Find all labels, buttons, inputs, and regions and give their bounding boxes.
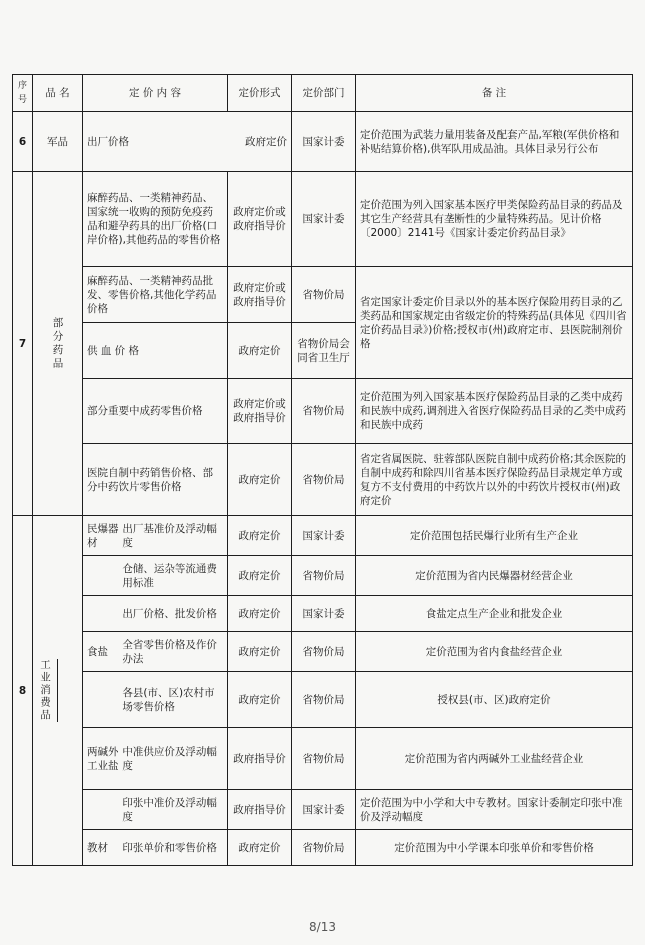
row-dept: 省物价局会同省卫生厅	[292, 323, 356, 379]
table-row	[13, 444, 633, 516]
row-dept: 国家计委	[292, 596, 356, 632]
row-content: 各县(市、区)农村市场零售价格	[83, 672, 228, 728]
row-seq: 7	[13, 172, 33, 516]
row-dept: 省物价局	[292, 728, 356, 790]
row-form: 政府定价	[228, 556, 292, 596]
row-dept: 国家计委	[292, 790, 356, 830]
row-item-name: 部分药品	[33, 172, 83, 516]
table-row	[13, 172, 633, 267]
table-row	[13, 672, 633, 728]
table-row	[13, 379, 633, 444]
row-content: 医院自制中药销售价格、部分中药饮片零售价格	[83, 444, 228, 516]
row-form: 政府定价	[228, 672, 292, 728]
row-seq: 8	[13, 516, 33, 866]
row-remark: 定价范围为列入国家基本医疗保险药品目录的乙类中成药和民族中成药,调剂进入省医疗保险药品目录的乙类中成药和民族中成药	[356, 379, 633, 444]
row-dept: 省物价局	[292, 830, 356, 866]
row-content: 仓储、运杂等流通费用标准	[83, 556, 228, 596]
table-row	[13, 790, 633, 830]
table-row	[13, 596, 633, 632]
row-remark: 定价范围包括民爆行业所有生产企业	[356, 516, 633, 556]
row-content: 出厂价格 政府定价	[83, 112, 292, 172]
row-dept: 国家计委	[292, 172, 356, 267]
row-dept: 省物价局	[292, 379, 356, 444]
row-content: 印张中准价及浮动幅度	[83, 790, 228, 830]
table-row	[13, 112, 633, 172]
row-remark: 定价范围为列入国家基本医疗甲类保险药品目录的药品及其它生产经营具有垄断性的少量特殊药品。见计价格〔2000〕2141号《国家计委定价药品目录》	[356, 172, 633, 267]
row-content: 麻醉药品、一类精神药品批发、零售价格,其他化学药品价格	[83, 267, 228, 323]
row-form: 政府定价	[228, 830, 292, 866]
row-form: 政府定价	[228, 323, 292, 379]
row-form: 政府定价或政府指导价	[228, 379, 292, 444]
row-content: 出厂价格、批发价格	[83, 596, 228, 632]
table-row	[13, 267, 633, 323]
row-form: 政府定价	[228, 444, 292, 516]
row-dept: 国家计委	[292, 516, 356, 556]
row-form: 政府指导价	[228, 728, 292, 790]
header-content: 定 价 内 容	[83, 75, 228, 112]
row-seq: 6	[13, 112, 33, 172]
row-remark: 定价范围为省内民爆器材经营企业	[356, 556, 633, 596]
row-content: 供 血 价 格	[83, 323, 228, 379]
row-remark: 定价范围为中小学课本印张单价和零售价格	[356, 830, 633, 866]
row-form: 政府指导价	[228, 790, 292, 830]
row-remark: 省定国家计委定价目录以外的基本医疗保险用药目录的乙类药品和国家规定由省级定价的特殊药品(具体见《四川省定价药品目录》)价格;授权市(州)政府定市、县医院制剂价格	[356, 267, 633, 379]
header-remark: 备 注	[356, 75, 633, 112]
row-content: 教材 印张单价和零售价格	[83, 830, 228, 866]
row-content: 麻醉药品、一类精神药品、国家统一收购的预防免疫药品和避孕药具的出厂价格(口岸价格),其他药品的零售价格	[83, 172, 228, 267]
row-form: 政府定价	[228, 632, 292, 672]
row-dept: 国家计委	[292, 112, 356, 172]
row-dept: 省物价局	[292, 632, 356, 672]
header-dept: 定价部门	[292, 75, 356, 112]
row-dept: 省物价局	[292, 444, 356, 516]
table-row	[13, 516, 633, 556]
row-item-name: 军品	[33, 112, 83, 172]
row-form: 政府定价	[228, 596, 292, 632]
row-dept: 省物价局	[292, 672, 356, 728]
row-remark: 省定省属医院、驻蓉部队医院自制中成药价格;其余医院的自制中成药和除四川省基本医疗保险药品目录规定单方或复方不支付费用的中药饮片以外的中药饮片授权市(州)政府定价	[356, 444, 633, 516]
row-remark: 授权县(市、区)政府定价	[356, 672, 633, 728]
header-seq: 序号	[13, 75, 33, 112]
row-form: 政府定价	[228, 516, 292, 556]
table-row	[13, 632, 633, 672]
row-remark: 定价范围为省内食盐经营企业	[356, 632, 633, 672]
header-row	[13, 75, 633, 112]
page-indicator: 8/13	[309, 920, 336, 934]
row-remark: 食盐定点生产企业和批发企业	[356, 596, 633, 632]
row-item-name: 工业消费品	[33, 516, 83, 866]
row-form: 政府定价或政府指导价	[228, 267, 292, 323]
row-dept: 省物价局	[292, 556, 356, 596]
table-row	[13, 556, 633, 596]
table-row	[13, 830, 633, 866]
pricing-catalog-table	[12, 74, 633, 866]
header-form: 定价形式	[228, 75, 292, 112]
row-remark: 定价范围为中小学和大中专教材。国家计委制定印张中准价及浮动幅度	[356, 790, 633, 830]
row-content: 两碱外工业盐 中准供应价及浮动幅度	[83, 728, 228, 790]
row-content: 部分重要中成药零售价格	[83, 379, 228, 444]
row-form: 政府定价或政府指导价	[228, 172, 292, 267]
row-remark: 定价范围为武装力量用装备及配套产品,军粮(军供价格和补贴结算价格),供军队用成品油。具体目录另行公布	[356, 112, 633, 172]
table-row	[13, 728, 633, 790]
row-remark: 定价范围为省内两碱外工业盐经营企业	[356, 728, 633, 790]
row-content: 民爆器材 出厂基准价及浮动幅度	[83, 516, 228, 556]
row-content: 食盐 全省零售价格及作价办法	[83, 632, 228, 672]
header-name: 品 名	[33, 75, 83, 112]
row-dept: 省物价局	[292, 267, 356, 323]
